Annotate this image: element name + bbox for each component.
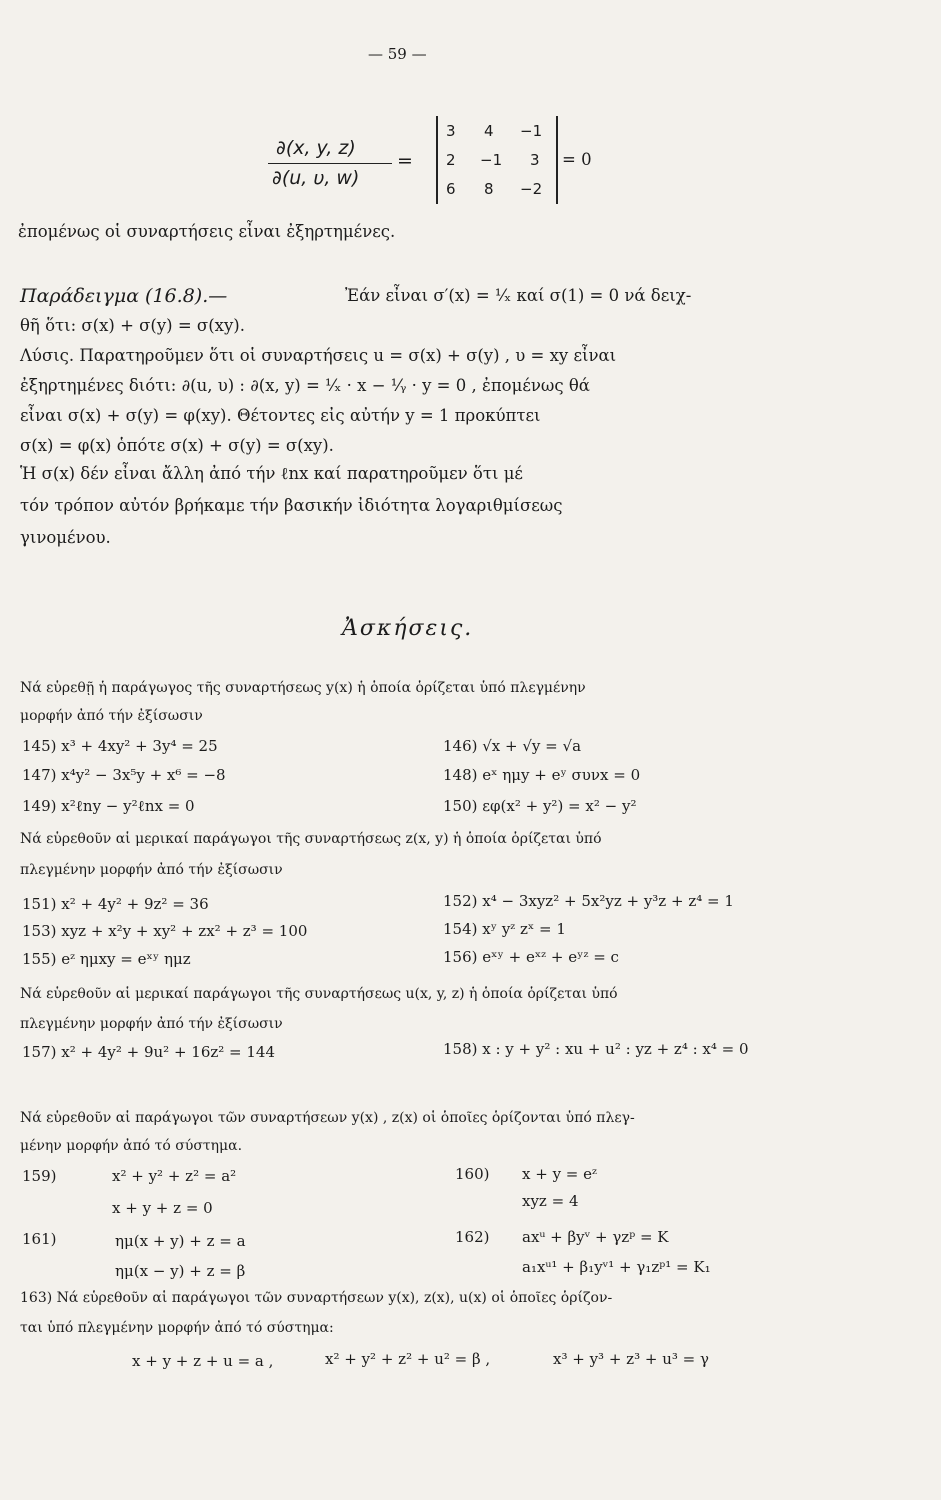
text-line: θῆ ὅτι: σ(x) + σ(y) = σ(xy). (20, 316, 245, 335)
equals-sign: = (397, 150, 413, 172)
example-heading: Παράδειγμα (16.8).— (20, 285, 228, 307)
exercise-156: 156) eˣʸ + eˣᶻ + eʸᶻ = c (443, 948, 619, 966)
exercise-147: 147) x⁴y² − 3x⁵y + x⁶ = −8 (22, 766, 226, 784)
exercise-intro: 163) Νά εὑρεθοῦν αἱ παράγωγοι τῶν συναρτήσεων y(x), z(x), u(x) οἱ ὁποῖες ὁρίζον- (20, 1290, 613, 1306)
jacobian-numerator: ∂(x, y, z) (276, 137, 356, 159)
exercise-154: 154) xʸ yᶻ zˣ = 1 (443, 920, 566, 938)
exercise-158: 158) x : y + y² : xu + u² : yz + z⁴ : x⁴ = 0 (443, 1040, 749, 1058)
text-line: τόν τρόπον αὐτόν βρήκαμε τήν βασικήν ἰδιότητα λογαριθμίσεως (20, 496, 563, 515)
exercise-162-number: 162) (455, 1228, 490, 1246)
exercise-157: 157) x² + 4y² + 9u² + 16z² = 144 (22, 1043, 276, 1061)
exercise-160-eq2: xyz = 4 (522, 1192, 579, 1210)
exercise-151: 151) x² + 4y² + 9z² = 36 (22, 895, 209, 913)
exercise-159-eq1: x² + y² + z² = a² (112, 1167, 237, 1185)
exercise-160-number: 160) (455, 1165, 490, 1183)
exercise-159-eq2: x + y + z = 0 (112, 1199, 213, 1217)
exercise-intro: πλεγμένην μορφήν ἀπό τήν ἐξίσωσιν (20, 862, 283, 878)
matrix-cell: 3 (446, 122, 456, 140)
matrix-cell: 4 (484, 122, 494, 140)
determinant-matrix (436, 116, 558, 204)
exercise-145: 145) x³ + 4xy² + 3y⁴ = 25 (22, 737, 218, 755)
matrix-cell: 6 (446, 180, 456, 198)
exercise-160-eq1: x + y = eᶻ (522, 1165, 597, 1183)
text-line: Ἡ σ(x) δέν εἶναι ἄλλη ἀπό τήν ℓnx καί παρατηροῦμεν ὅτι μέ (20, 464, 523, 483)
jacobian-denominator: ∂(u, υ, w) (272, 167, 360, 189)
exercise-intro: Νά εὑρεθοῦν αἱ παράγωγοι τῶν συναρτήσεων y(x) , z(x) οἱ ὁποῖες ὁρίζονται ὑπό πλεγ- (20, 1110, 635, 1126)
matrix-cell: 8 (484, 180, 494, 198)
exercise-162-eq1: axᵘ + βyᵛ + γzᵖ = K (522, 1228, 669, 1246)
matrix-cell: 3 (530, 151, 540, 169)
exercise-intro: πλεγμένην μορφήν ἀπό τήν ἐξίσωσιν (20, 1016, 283, 1032)
exercise-153: 153) xyz + x²y + xy² + zx² + z³ = 100 (22, 922, 308, 940)
exercise-intro: Νά εὑρεθοῦν αἱ μερικαί παράγωγοι τῆς συναρτήσεως u(x, y, z) ἡ ὁποία ὁρίζεται ὑπό (20, 986, 618, 1002)
exercise-intro: μένην μορφήν ἀπό τό σύστημα. (20, 1138, 243, 1154)
text-line: εἶναι σ(x) + σ(y) = φ(xy). Θέτοντες εἰς αὐτήν y = 1 προκύπτει (20, 406, 541, 425)
text-line: ἐξηρτημένες διότι: ∂(u, υ) : ∂(x, y) = ¹⁄ₓ · x − ¹⁄ᵧ · y = 0 , ἐπομένως θά (20, 376, 590, 395)
fraction-bar (268, 163, 392, 164)
exercise-150: 150) εφ(x² + y²) = x² − y² (443, 797, 637, 815)
text-line: Ἐάν εἶναι σ′(x) = ¹⁄ₓ καί σ(1) = 0 νά δειχ- (345, 286, 692, 305)
determinant-result: = 0 (562, 150, 592, 169)
exercise-161-number: 161) (22, 1230, 57, 1248)
matrix-cell: 2 (446, 151, 456, 169)
exercise-161-eq2: ημ(x − y) + z = β (115, 1262, 246, 1280)
matrix-cell: −1 (480, 151, 503, 169)
exercise-149: 149) x²ℓny − y²ℓnx = 0 (22, 797, 195, 815)
exercise-intro: ται ὑπό πλεγμένην μορφήν ἀπό τό σύστημα: (20, 1320, 334, 1336)
system-eq3: x³ + y³ + z³ + u³ = γ (553, 1350, 709, 1368)
matrix-cell: −2 (520, 180, 543, 198)
exercise-intro: Νά εὑρεθοῦν αἱ μερικαί παράγωγοι τῆς συναρτήσεως z(x, y) ἡ ὁποία ὁρίζεται ὑπό (20, 831, 602, 847)
text-line: Λύσις. Παρατηροῦμεν ὅτι οἱ συναρτήσεις u = σ(x) + σ(y) , υ = xy εἶναι (20, 346, 617, 365)
matrix-cell: −1 (520, 122, 543, 140)
system-eq2: x² + y² + z² + u² = β , (325, 1350, 491, 1368)
page-number: — 59 — (368, 45, 427, 63)
exercise-148: 148) eˣ ημy + eʸ συνx = 0 (443, 766, 641, 784)
exercise-162-eq2: a₁xᵘ¹ + β₁yᵛ¹ + γ₁zᵖ¹ = K₁ (522, 1258, 711, 1276)
exercise-155: 155) eᶻ ημxy = eˣʸ ημz (22, 950, 191, 968)
exercise-intro: μορφήν ἀπό τήν ἐξίσωσιν (20, 708, 203, 724)
exercise-intro: Νά εὑρεθῇ ἡ παράγωγος τῆς συναρτήσεως y(x) ἡ ὁποία ὁρίζεται ὑπό πλεγμένην (20, 680, 586, 696)
system-eq1: x + y + z + u = a , (132, 1352, 274, 1370)
exercise-152: 152) x⁴ − 3xyz² + 5x²yz + y³z + z⁴ = 1 (443, 892, 734, 910)
exercises-title: Ἀσκήσεις. (342, 616, 474, 641)
exercise-146: 146) √x + √y = √a (443, 737, 582, 755)
text-line: σ(x) = φ(x) ὁπότε σ(x) + σ(y) = σ(xy). (20, 436, 334, 455)
exercise-161-eq1: ημ(x + y) + z = a (115, 1232, 246, 1250)
text-line: γινομένου. (20, 528, 111, 547)
exercise-159-number: 159) (22, 1167, 57, 1185)
text-line: ἐπομένως οἱ συναρτήσεις εἶναι ἐξηρτημένες. (18, 222, 396, 241)
